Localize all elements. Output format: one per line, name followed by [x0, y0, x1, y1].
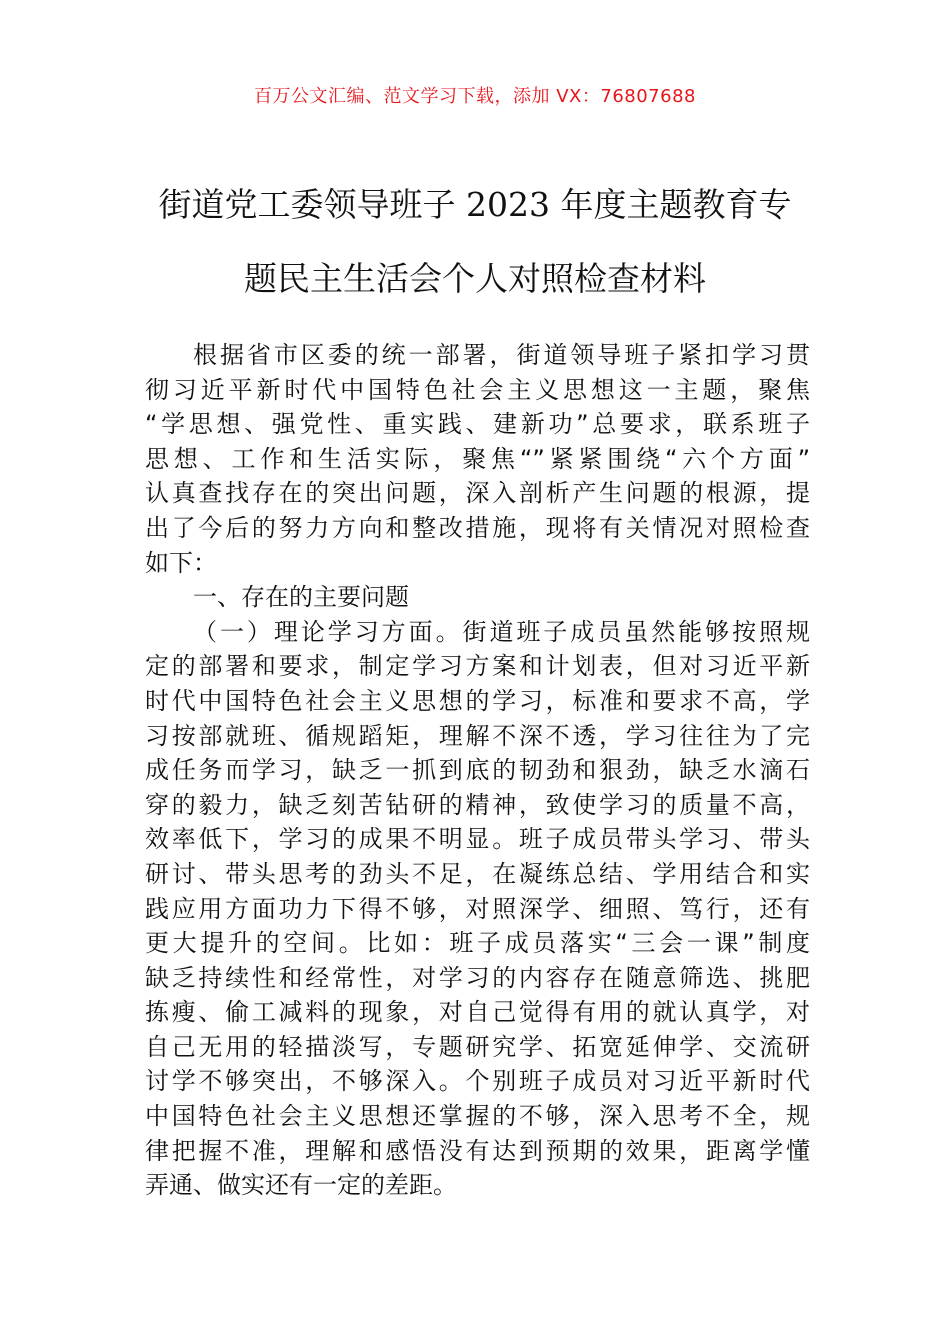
document-title: [120, 168, 830, 316]
watermark-header: 百万公文汇编、范文学习下载，添加 VX：76807688: [254, 86, 696, 107]
paragraph-line: 出了今后的努力方向和整改措施，现将有关情况对照检查: [145, 513, 810, 542]
paragraph-line: 践应用方面功力下得不够，对照深学、细照、笃行，还有: [145, 894, 810, 923]
paragraph-line: “学思想、强党性、重实践、建新功”总要求，联系班子: [145, 410, 810, 439]
document-body: [145, 338, 810, 1203]
paragraph-line: 律把握不准，理解和感悟没有达到预期的效果，距离学懂: [145, 1136, 810, 1165]
paragraph-line: 缺乏持续性和经常性，对学习的内容存在随意筛选、挑肥: [145, 963, 810, 992]
paragraph-line: 弄通、做实还有一定的差距。: [145, 1171, 457, 1200]
paragraph-line: 研讨、带头思考的劲头不足，在凝练总结、学用结合和实: [145, 859, 810, 888]
paragraph-line: 定的部署和要求，制定学习方案和计划表，但对习近平新: [145, 652, 810, 681]
paragraph-line: 讨学不够突出，不够深入。个别班子成员对习近平新时代: [145, 1067, 810, 1096]
title-line: 题民主生活会个人对照检查材料: [244, 259, 706, 298]
paragraph-line: 认真查找存在的突出问题，深入剖析产生问题的根源，提: [145, 479, 810, 508]
paragraph-line: 拣瘦、偷工减料的现象，对自己觉得有用的就认真学，对: [145, 998, 810, 1027]
paragraph-line: 自己无用的轻描淡写，专题研究学、拓宽延伸学、交流研: [145, 1032, 810, 1061]
paragraph-line: （一）理论学习方面。街道班子成员虽然能够按照规: [193, 617, 810, 646]
paragraph-line: 效率低下，学习的成果不明显。班子成员带头学习、带头: [145, 825, 810, 854]
paragraph-line: 思想、工作和生活实际，聚焦“”紧紧围绕“六个方面”: [145, 444, 810, 473]
paragraph-line: 如下：: [145, 548, 217, 577]
paragraph-line: 时代中国特色社会主义思想的学习，标准和要求不高，学: [145, 686, 810, 715]
paragraph-line: 中国特色社会主义思想还掌握的不够，深入思考不全，规: [145, 1102, 810, 1131]
paragraph-line: 更大提升的空间。比如：班子成员落实“三会一课”制度: [145, 929, 810, 958]
paragraph-line: 穿的毅力，缺乏刻苦钻研的精神，致使学习的质量不高，: [145, 790, 810, 819]
paragraph-line: 彻习近平新时代中国特色社会主义思想这一主题，聚焦: [145, 375, 810, 404]
paragraph-line: 根据省市区委的统一部署，街道领导班子紧扣学习贯: [193, 341, 810, 369]
paragraph-line: 习按部就班、循规蹈矩，理解不深不透，学习往往为了完: [145, 721, 810, 750]
section-heading: 一、存在的主要问题: [193, 583, 409, 612]
title-line: 街道党工委领导班子 2023 年度主题教育专: [158, 185, 792, 224]
paragraph-line: 成任务而学习，缺乏一抓到底的韧劲和狠劲，缺乏水滴石: [145, 756, 810, 785]
